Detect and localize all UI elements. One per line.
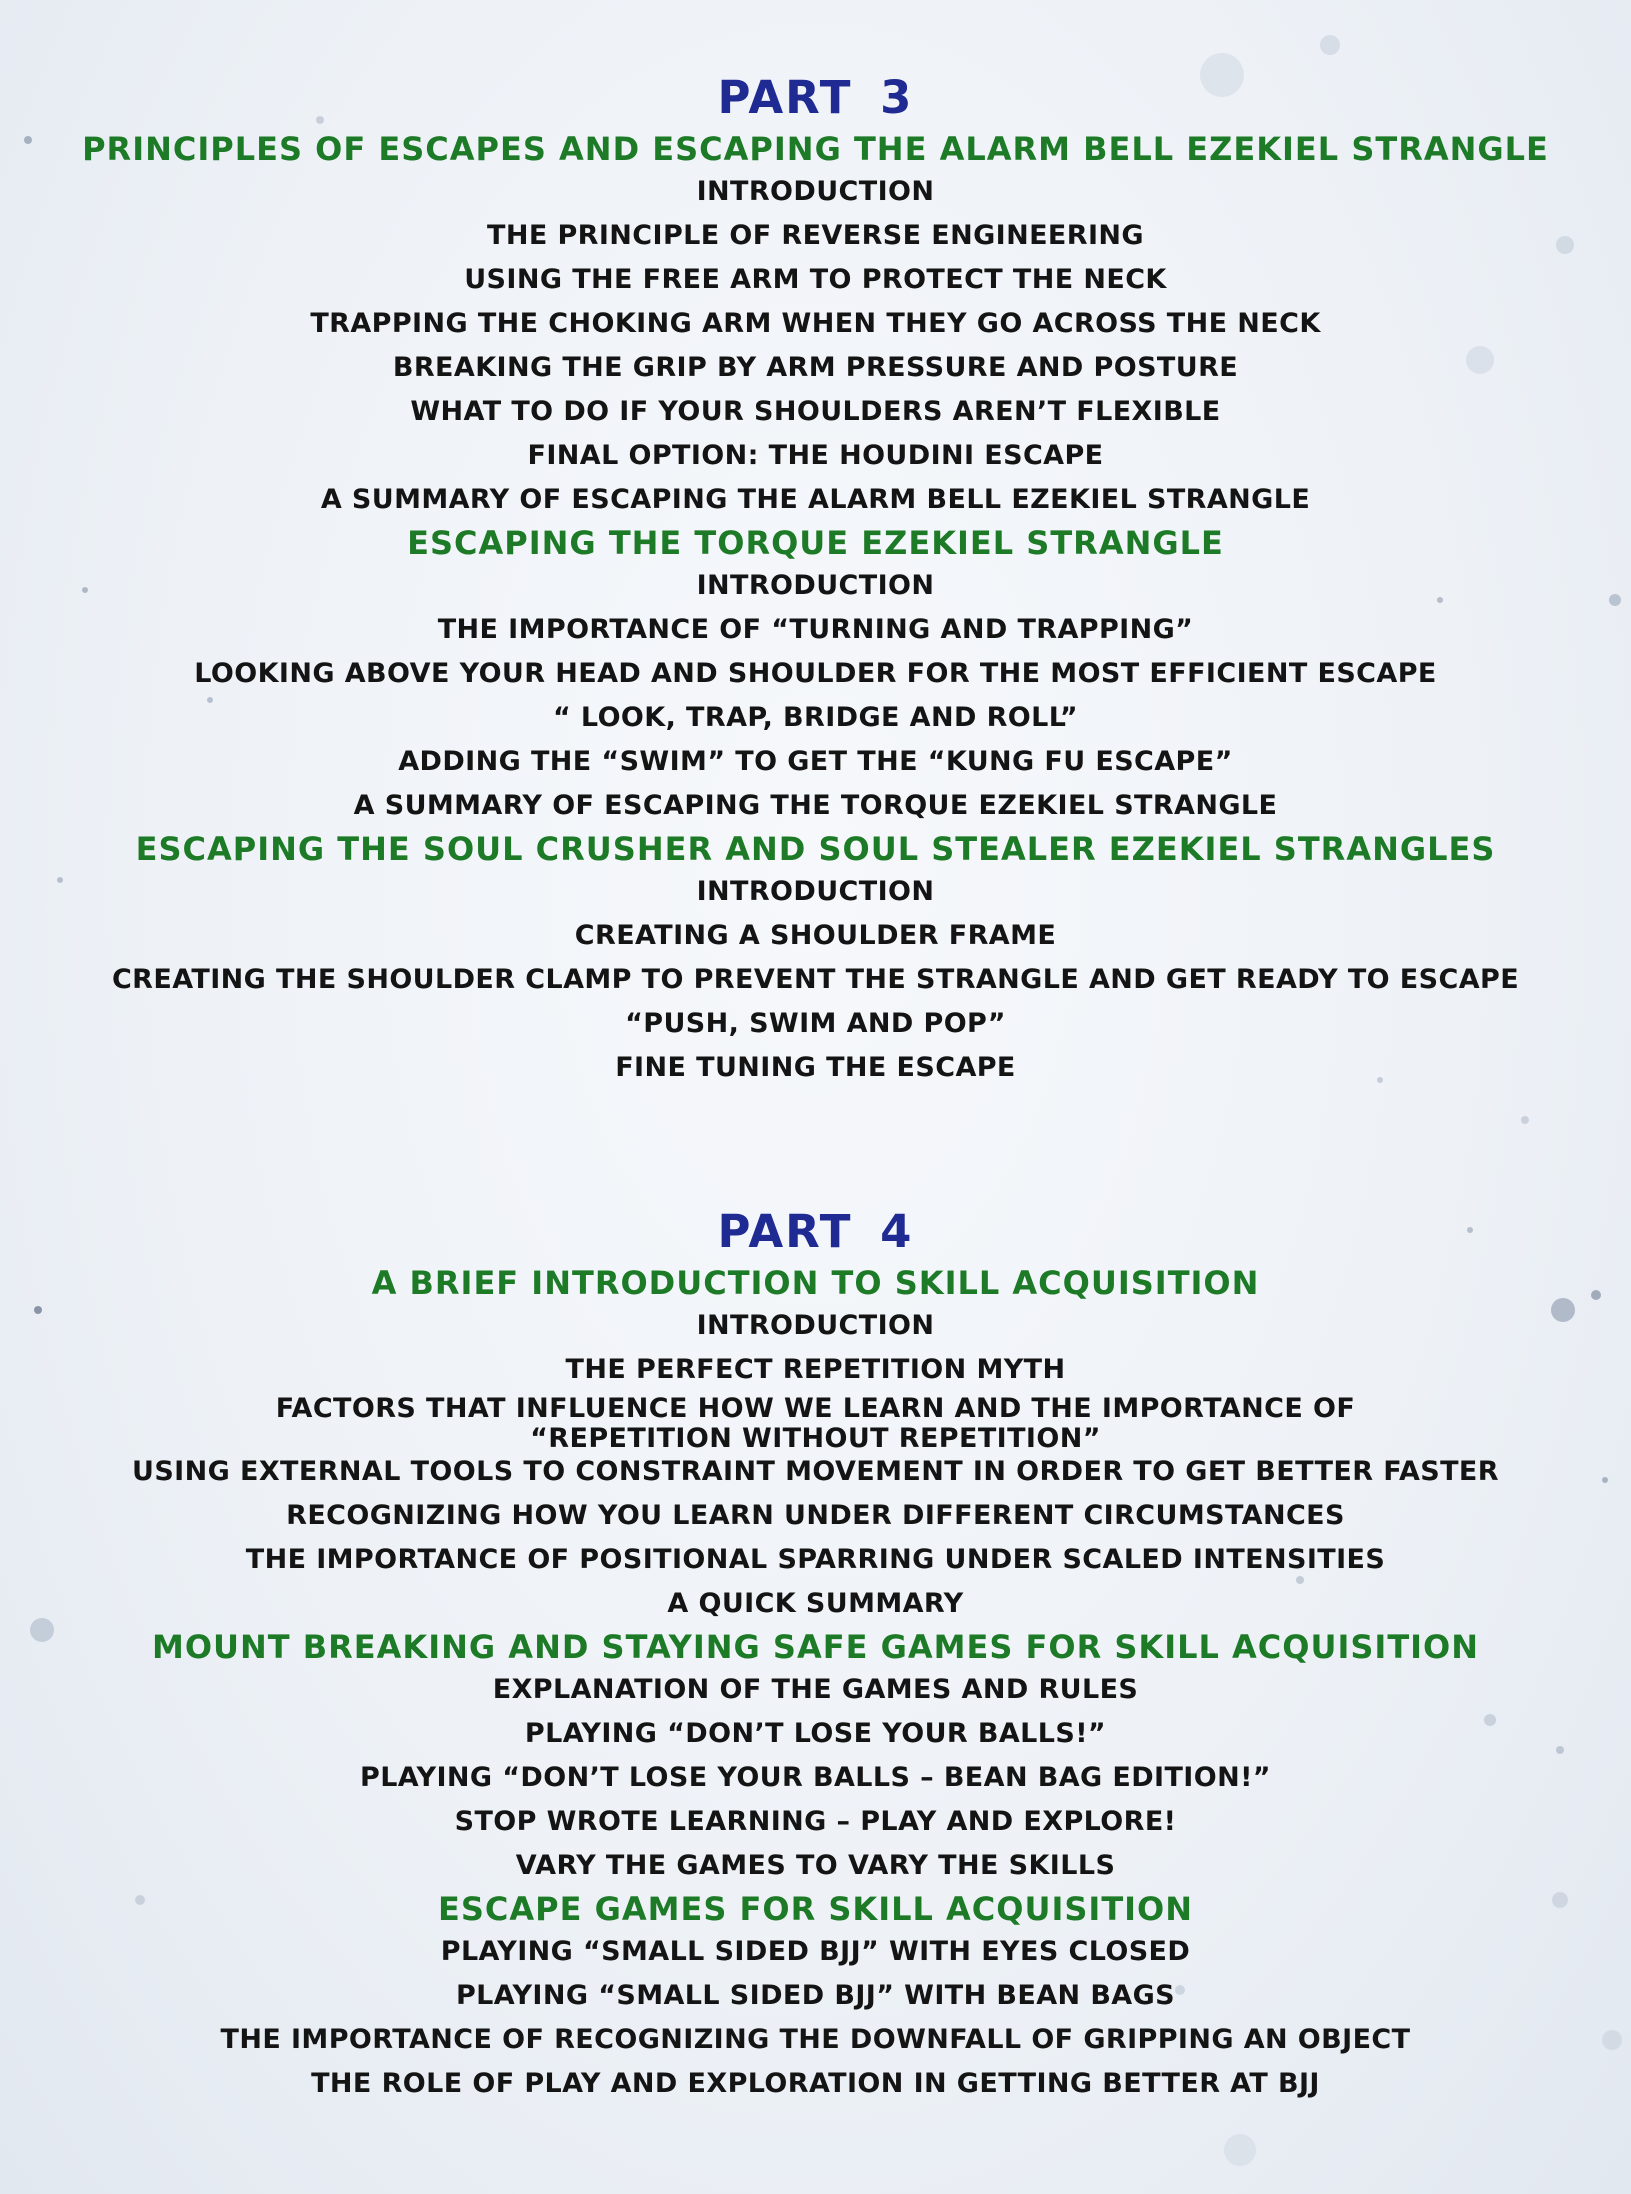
toc-entry: INTRODUCTION [696,570,935,601]
toc-entry: VARY THE GAMES TO VARY THE SKILLS [515,1850,1116,1881]
toc-entry: STOP WROTE LEARNING – PLAY AND EXPLORE! [454,1806,1177,1837]
toc-entry: ADDING THE “SWIM” TO GET THE “KUNG FU ESCAPE” [398,746,1233,777]
toc-entry: THE PRINCIPLE OF REVERSE ENGINEERING [487,220,1144,251]
toc-entry: BREAKING THE GRIP BY ARM PRESSURE AND POSTURE [392,352,1239,383]
toc-entry: TRAPPING THE CHOKING ARM WHEN THEY GO ACROSS THE NECK [310,308,1321,339]
toc-entry: THE PERFECT REPETITION MYTH [565,1354,1066,1385]
toc-entry: LOOKING ABOVE YOUR HEAD AND SHOULDER FOR THE MOST EFFICIENT ESCAPE [194,658,1437,689]
toc-entry: THE IMPORTANCE OF POSITIONAL SPARRING UNDER SCALED INTENSITIES [245,1544,1386,1575]
toc-entry: THE IMPORTANCE OF RECOGNIZING THE DOWNFALL OF GRIPPING AN OBJECT [220,2024,1411,2055]
toc-entry: CREATING A SHOULDER FRAME [574,920,1057,951]
toc-entry: USING THE FREE ARM TO PROTECT THE NECK [464,264,1167,295]
toc-entry: A QUICK SUMMARY [667,1588,964,1619]
section-heading: PRINCIPLES OF ESCAPES AND ESCAPING THE ALARM BELL EZEKIEL STRANGLE [82,130,1549,168]
toc-entry: THE ROLE OF PLAY AND EXPLORATION IN GETTING BETTER AT BJJ [311,2068,1320,2099]
part-title: PART 4 [717,1205,914,1258]
section-heading: A BRIEF INTRODUCTION TO SKILL ACQUISITION [371,1264,1260,1302]
toc-entry: PLAYING “DON’T LOSE YOUR BALLS!” [524,1718,1107,1749]
table-of-contents [0,68,1631,2106]
toc-entry: WHAT TO DO IF YOUR SHOULDERS AREN’T FLEXIBLE [410,396,1221,427]
section-heading: ESCAPE GAMES FOR SKILL ACQUISITION [437,1890,1194,1928]
section-heading: ESCAPING THE TORQUE EZEKIEL STRANGLE [407,524,1224,562]
section-heading: MOUNT BREAKING AND STAYING SAFE GAMES FOR SKILL ACQUISITION [151,1628,1480,1666]
part-title: PART 3 [717,71,914,124]
toc-entry: PLAYING “SMALL SIDED BJJ” WITH EYES CLOSED [440,1936,1191,1967]
toc-entry: A SUMMARY OF ESCAPING THE TORQUE EZEKIEL STRANGLE [353,790,1278,821]
toc-entry: CREATING THE SHOULDER CLAMP TO PREVENT THE STRANGLE AND GET READY TO ESCAPE [111,964,1520,995]
part-spacer [0,1090,1631,1202]
toc-entry: INTRODUCTION [696,176,935,207]
toc-entry: “ LOOK, TRAP, BRIDGE AND ROLL” [552,702,1079,733]
toc-entry: THE IMPORTANCE OF “TURNING AND TRAPPING” [437,614,1194,645]
toc-entry: FACTORS THAT INFLUENCE HOW WE LEARN AND THE IMPORTANCE OF “REPETITION WITHOUT REPETITION” [275,1393,1356,1454]
toc-entry: RECOGNIZING HOW YOU LEARN UNDER DIFFERENT CIRCUMSTANCES [286,1500,1345,1531]
toc-entry: INTRODUCTION [696,1310,935,1341]
toc-entry: FINE TUNING THE ESCAPE [615,1052,1016,1083]
toc-entry: PLAYING “SMALL SIDED BJJ” WITH BEAN BAGS [455,1980,1176,2011]
toc-entry: “PUSH, SWIM AND POP” [625,1008,1006,1039]
toc-entry: FINAL OPTION: THE HOUDINI ESCAPE [527,440,1104,471]
toc-entry: INTRODUCTION [696,876,935,907]
toc-entry: A SUMMARY OF ESCAPING THE ALARM BELL EZEKIEL STRANGLE [320,484,1311,515]
toc-entry: USING EXTERNAL TOOLS TO CONSTRAINT MOVEMENT IN ORDER TO GET BETTER FASTER [132,1456,1499,1487]
toc-entry: EXPLANATION OF THE GAMES AND RULES [492,1674,1139,1705]
toc-entry: PLAYING “DON’T LOSE YOUR BALLS – BEAN BAG EDITION!” [360,1762,1271,1793]
section-heading: ESCAPING THE SOUL CRUSHER AND SOUL STEALER EZEKIEL STRANGLES [135,830,1496,868]
